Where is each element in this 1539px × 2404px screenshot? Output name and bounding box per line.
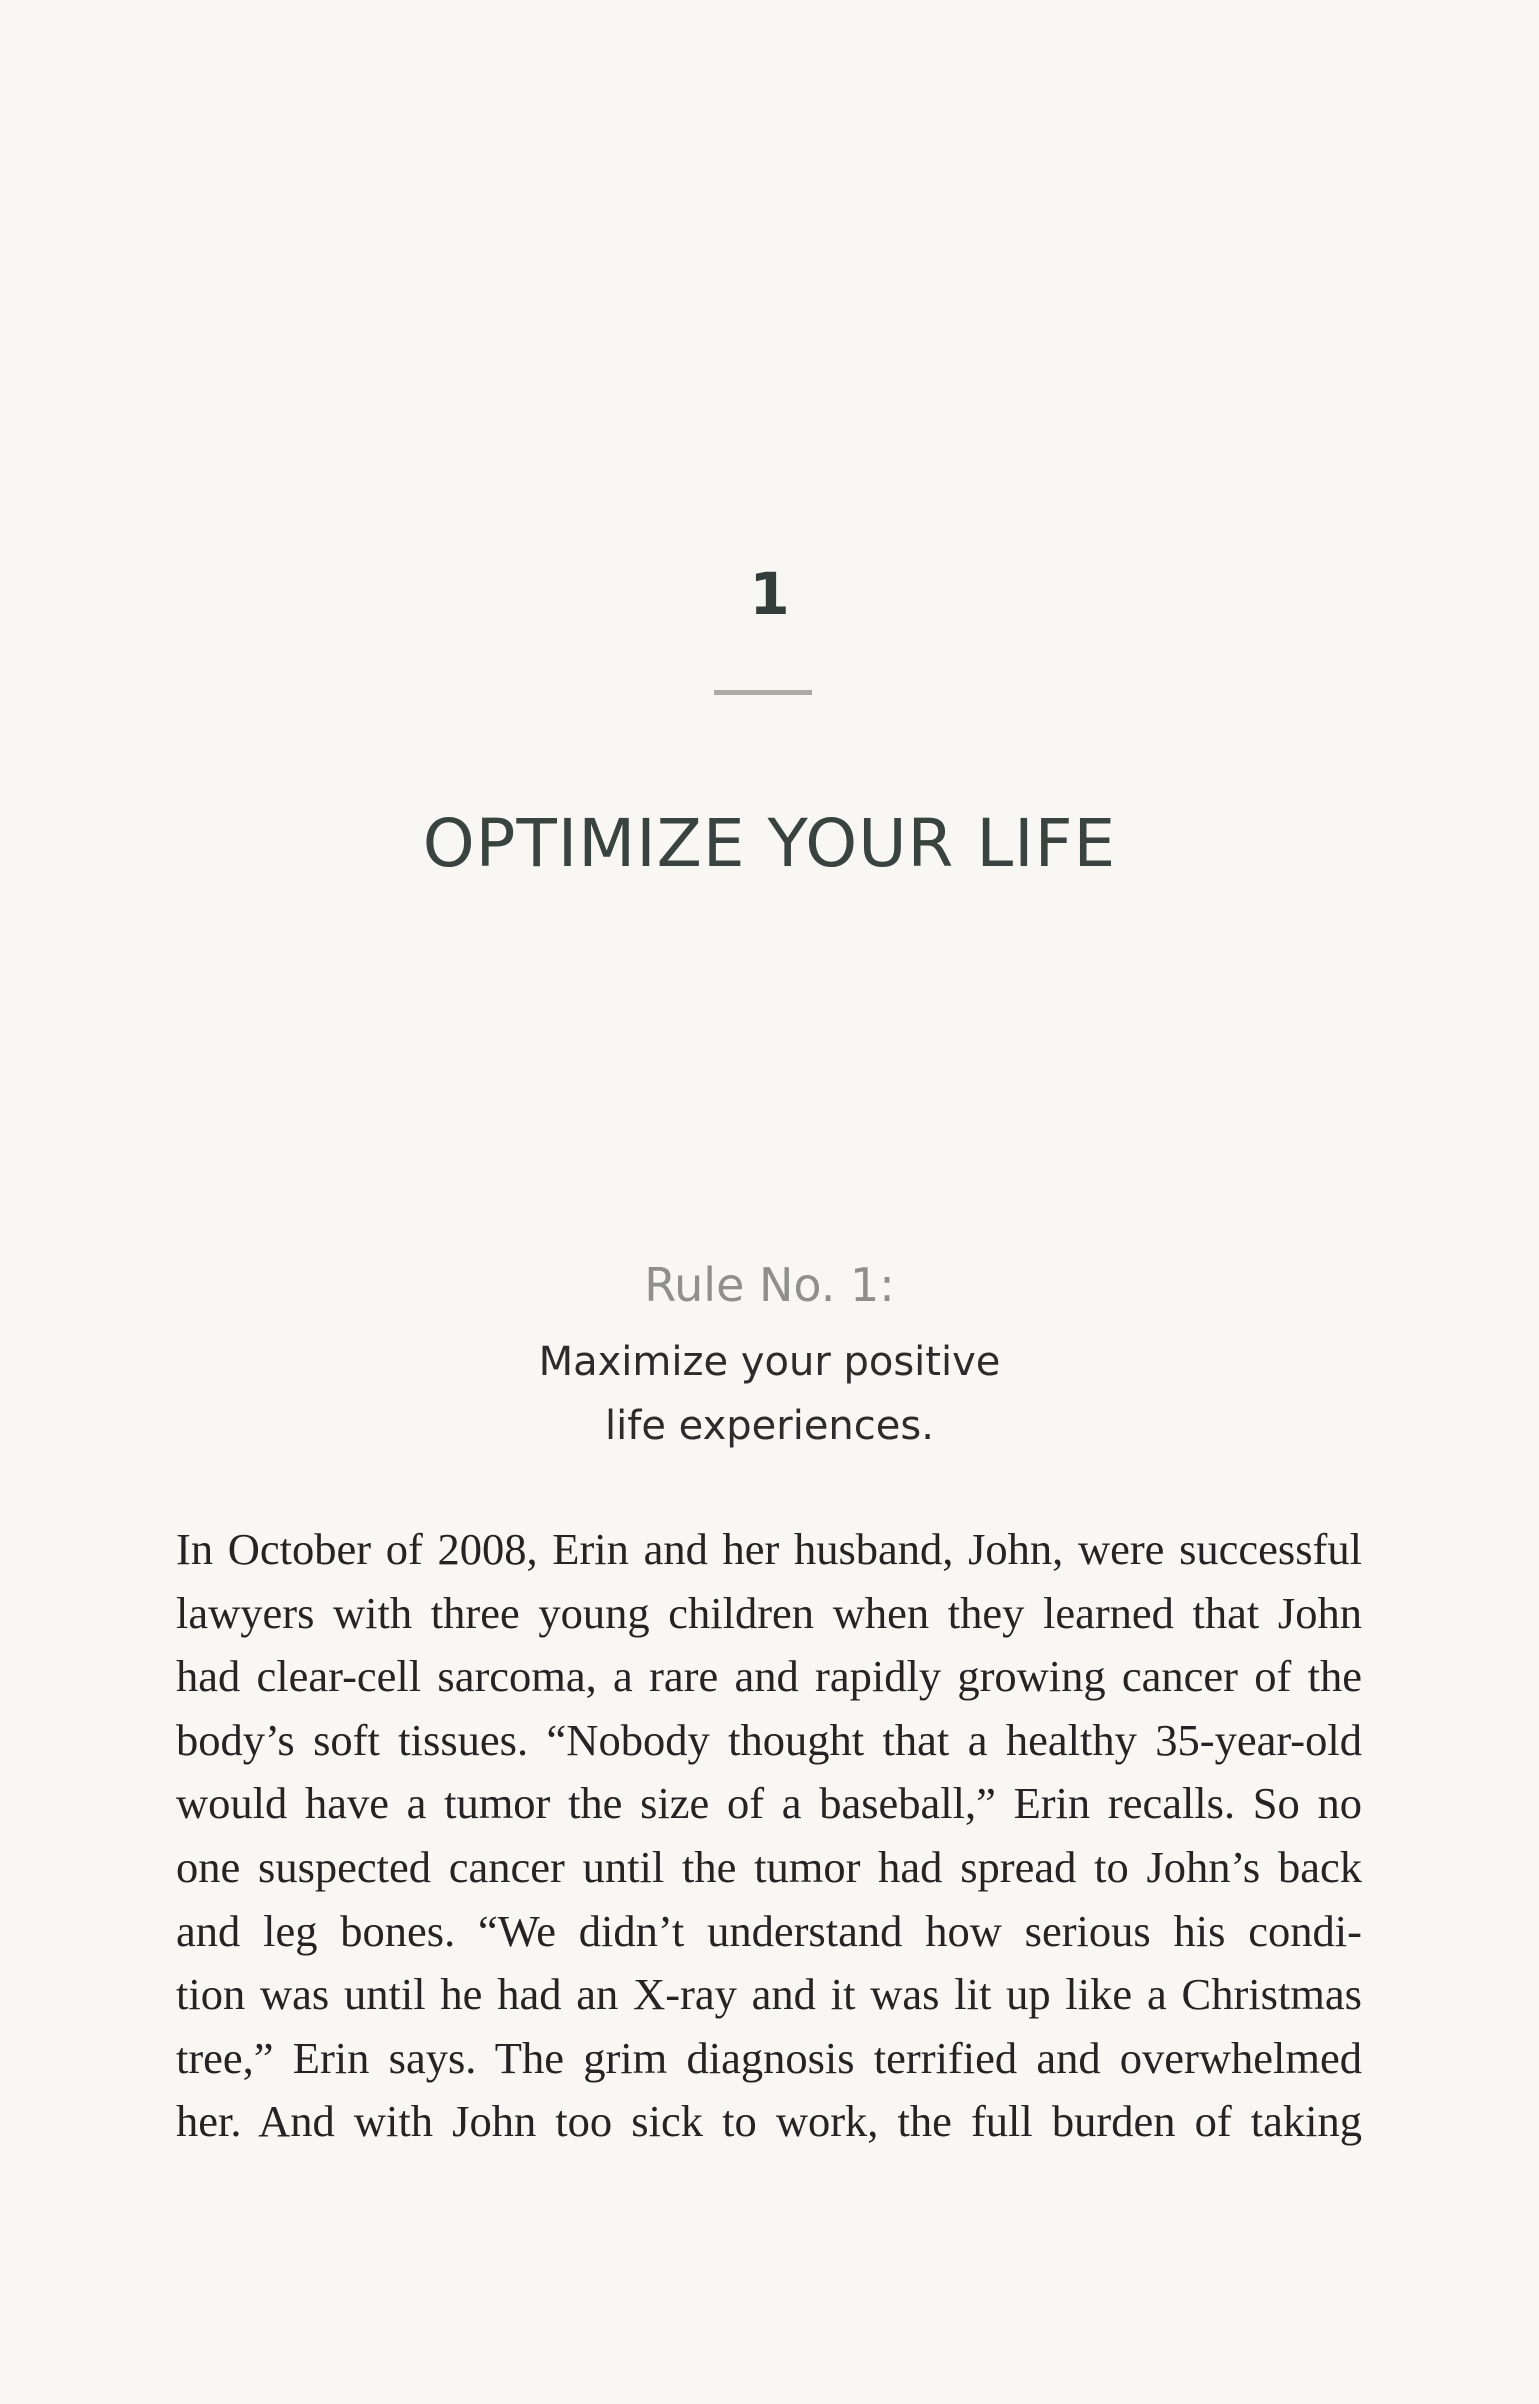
body-line: tion was until he had an X-ray and it was lit up like a Christmas	[176, 1969, 1362, 2020]
body-line: and leg bones. “We didn’t understand how serious his condi-	[176, 1905, 1362, 1956]
rule-statement	[0, 1330, 1539, 1458]
body-paragraph	[176, 1518, 1362, 2154]
body-line: body’s soft tissues. “Nobody thought that a healthy 35-year-old	[176, 1714, 1362, 1765]
body-line: would have a tumor the size of a baseball,” Erin recalls. So no	[176, 1778, 1362, 1829]
body-line: tree,” Erin says. The grim diagnosis terrified and overwhelmed	[176, 2032, 1362, 2083]
rule-statement-line: life experiences.	[605, 1403, 934, 1449]
chapter-divider	[714, 690, 812, 695]
rule-label: Rule No. 1:	[644, 1258, 895, 1312]
body-line: one suspected cancer until the tumor had spread to John’s back	[176, 1841, 1362, 1892]
chapter-number: 1	[749, 560, 790, 628]
body-line: lawyers with three young children when they learned that John	[176, 1587, 1362, 1638]
chapter-title: OPTIMIZE YOUR LIFE	[422, 805, 1117, 882]
body-line: In October of 2008, Erin and her husband, John, were successful	[176, 1524, 1362, 1574]
rule-statement-line: Maximize your positive	[538, 1339, 1001, 1385]
body-line: her. And with John too sick to work, the full burden of taking	[176, 2096, 1362, 2147]
body-line: had clear-cell sarcoma, a rare and rapidly growing cancer of the	[176, 1651, 1362, 1702]
